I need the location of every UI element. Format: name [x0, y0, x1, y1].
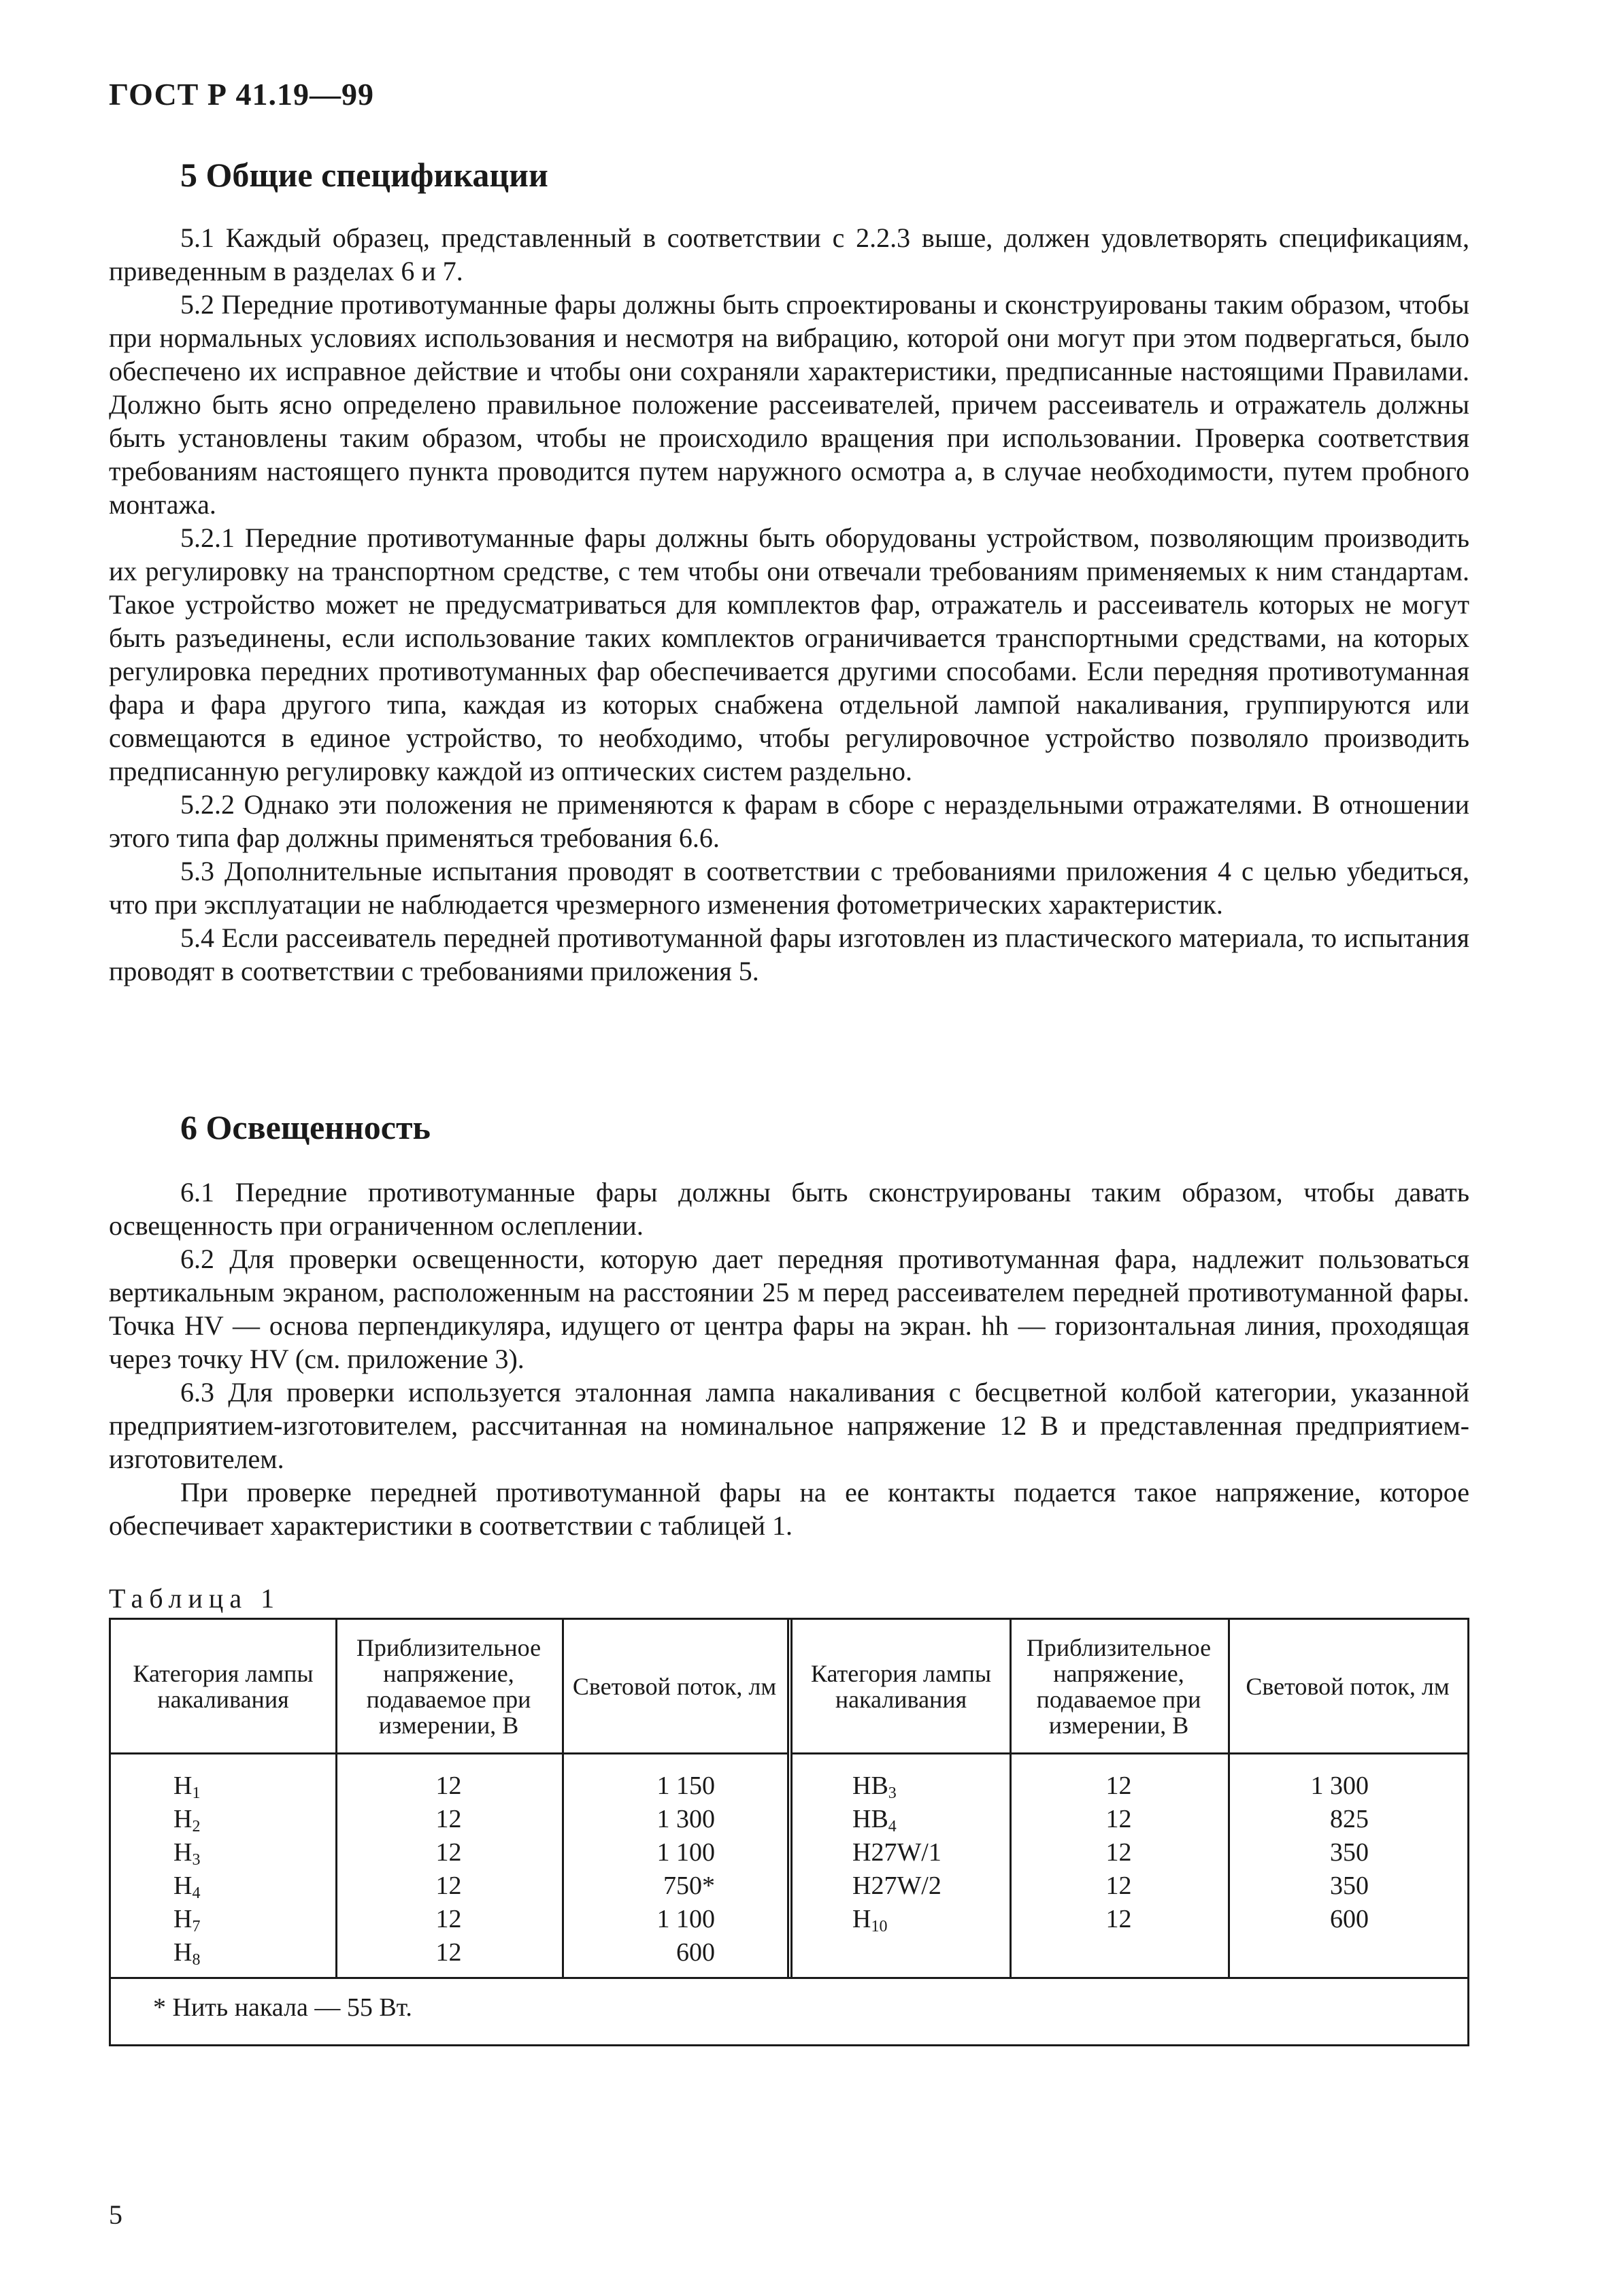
cell-flux: 1 150 [656, 1771, 715, 1800]
cell-category: $HB_4$ [852, 1805, 897, 1835]
cell-voltage: 12 [435, 1871, 462, 1900]
paragraph-5-2: 5.2 Передние противотуманные фары должны быть спроектированы и сконструированы таким образом, чтобы при нормальных условиях использования и несмотря на вибрацию, которой они могут при этом подвергаться, было обеспечено их исправное действие и чтобы они сохраняли характеристики, предписанные настоящими Правилами. Должно быть ясно определено правильное положение рассеивателей, причем рассеиватель и отражатель должны быть установлены таким образом, чтобы не происходило вращения при использовании. Проверка соответствия требованиям настоящего пункта проводится путем наружного осмотра а, в случае необходимости, путем пробного монтажа. [109, 289, 1469, 520]
cell-category: $H_4$ [173, 1871, 201, 1902]
cell-flux: 1 100 [656, 1838, 715, 1867]
paragraph-6-3: 6.3 Для проверки используется эталонная лампа накаливания с бесцветной колбой категории, указанной предприятием-изготовителем, рассчитанная на номинальное напряжение 12 В и представленная предприятием-изготовителем. [109, 1377, 1469, 1474]
cell-voltage: 12 [435, 1805, 462, 1833]
page-number: 5 [109, 2199, 122, 2230]
cell-flux: 1 100 [656, 1905, 715, 1933]
cell-category: $H_8$ [173, 1938, 201, 1969]
table-1 [109, 1618, 1469, 2046]
cell-flux: 825 [1330, 1805, 1369, 1833]
cell-voltage: 12 [435, 1771, 462, 1800]
cell-flux: 750* [663, 1871, 715, 1900]
header-voltage-right: Приблизительное напряжение, подаваемое при измерении, В [1010, 1620, 1228, 1754]
cell-flux: 1 300 [656, 1805, 715, 1833]
cell-voltage: 12 [1105, 1905, 1132, 1933]
column-double-divider [787, 1620, 793, 1977]
cell-flux: 600 [1330, 1905, 1369, 1933]
cell-category: $H_7$ [173, 1905, 201, 1935]
column-category-right [852, 1769, 1002, 1936]
section-5-title: 5 Общие спецификации [180, 156, 548, 194]
paragraph-6-voltage: При проверке передней противотуманной фары на ее контакты подается такое напряжение, которое обеспечивает характеристики в соответствии с таблицей 1. [109, 1477, 1469, 1541]
section-5-body [109, 221, 1469, 988]
paragraph-5-3: 5.3 Дополнительные испытания проводят в соответствии с требованиями приложения 4 с целью убедиться, что при эксплуатации не наблюдается чрезмерного изменения фотометрических характеристик. [109, 856, 1469, 920]
cell-category: $H_1$ [173, 1771, 201, 1802]
paragraph-5-2-1: 5.2.1 Передние противотуманные фары должны быть оборудованы устройством, позволяющим производить их регулировку на транспортном средстве, с тем чтобы они отвечали требованиям применяемых к ним стандартам. Такое устройство может не предусматриваться для комплектов фар, отражатель и рассеиватель которых не могут быть разъединены, если использование таких комплектов ограничивается транспортными средствами, на которых регулировка передних противотуманных фар обеспечивается другими способами. Если передняя противотуманная фара и фара другого типа, каждая из которых снабжена отдельной лампой накаливания, группируются или совмещаются в единое устройство, то необходимо, чтобы регулировочное устройство позволяло производить предписанную регулировку каждой из оптических систем раздельно. [109, 522, 1469, 786]
header-category-right: Категория лампы накаливания [793, 1620, 1010, 1754]
paragraph-5-4: 5.4 Если рассеиватель передней противотуманной фары изготовлен из пластического материала, то испытания проводят в соответствии с требованиями приложения 5. [109, 922, 1469, 986]
column-category-left [173, 1769, 269, 1969]
cell-flux: 1 300 [1310, 1771, 1369, 1800]
header-flux-right: Световой поток, лм [1228, 1620, 1467, 1754]
cell-category: $H_2$ [173, 1805, 201, 1835]
cell-voltage: 12 [1105, 1771, 1132, 1800]
column-flux-left [562, 1769, 715, 1969]
cell-voltage: 12 [435, 1838, 462, 1867]
cell-category: H27W/2 [852, 1871, 941, 1900]
cell-voltage: 12 [435, 1905, 462, 1933]
paragraph-6-1: 6.1 Передние противотуманные фары должны быть сконструированы таким образом, чтобы давать освещенность при ограниченном ослеплении. [109, 1177, 1469, 1241]
header-voltage-left: Приблизительное напряжение, подаваемое при измерении, В [335, 1620, 562, 1754]
cell-flux: 350 [1330, 1838, 1369, 1867]
cell-flux: 600 [676, 1938, 715, 1967]
section-6-body [109, 1176, 1469, 1542]
table-caption: Таблица 1 [109, 1583, 281, 1614]
cell-category: H27W/1 [852, 1838, 941, 1867]
column-voltage-right [1010, 1769, 1228, 1936]
cell-category: $HB_3$ [852, 1771, 897, 1802]
cell-voltage: 12 [1105, 1871, 1132, 1900]
footnote-divider [111, 1977, 1467, 1979]
cell-voltage: 12 [1105, 1838, 1132, 1867]
column-voltage-left [335, 1769, 562, 1969]
header-category-left: Категория лампы накаливания [111, 1620, 335, 1754]
document-id: ГОСТ Р 41.19—99 [109, 77, 374, 112]
paragraph-6-2: 6.2 Для проверки освещенности, которую дает передняя противотуманная фара, надлежит пользоваться вертикальным экраном, расположенным на расстоянии 25 м перед рассеивателем передней противотуманной фары. Точка HV — основа перпендикуляра, идущего от центра фары на экран. hh — горизонтальная линия, проходящая через точку HV (см. приложение 3). [109, 1244, 1469, 1374]
paragraph-5-2-2: 5.2.2 Однако эти положения не применяются к фарам в сборе с нераздельными отражателями. В отношении этого типа фар должны применяться требования 6.6. [109, 789, 1469, 853]
paragraph-5-1: 5.1 Каждый образец, представленный в соответствии с 2.2.3 выше, должен удовлетворять спецификациям, приведенным в разделах 6 и 7. [109, 222, 1469, 286]
cell-category: $H_3$ [173, 1838, 201, 1869]
cell-flux: 350 [1330, 1871, 1369, 1900]
cell-category: $H_{10}$ [852, 1905, 888, 1935]
cell-voltage: 12 [435, 1938, 462, 1967]
table-footnote: * Нить накала — 55 Вт. [153, 1993, 412, 2022]
section-6-title: 6 Освещенность [180, 1108, 431, 1146]
header-flux-left: Световой поток, лм [562, 1620, 787, 1754]
column-flux-right [1228, 1769, 1369, 1936]
cell-voltage: 12 [1105, 1805, 1132, 1833]
